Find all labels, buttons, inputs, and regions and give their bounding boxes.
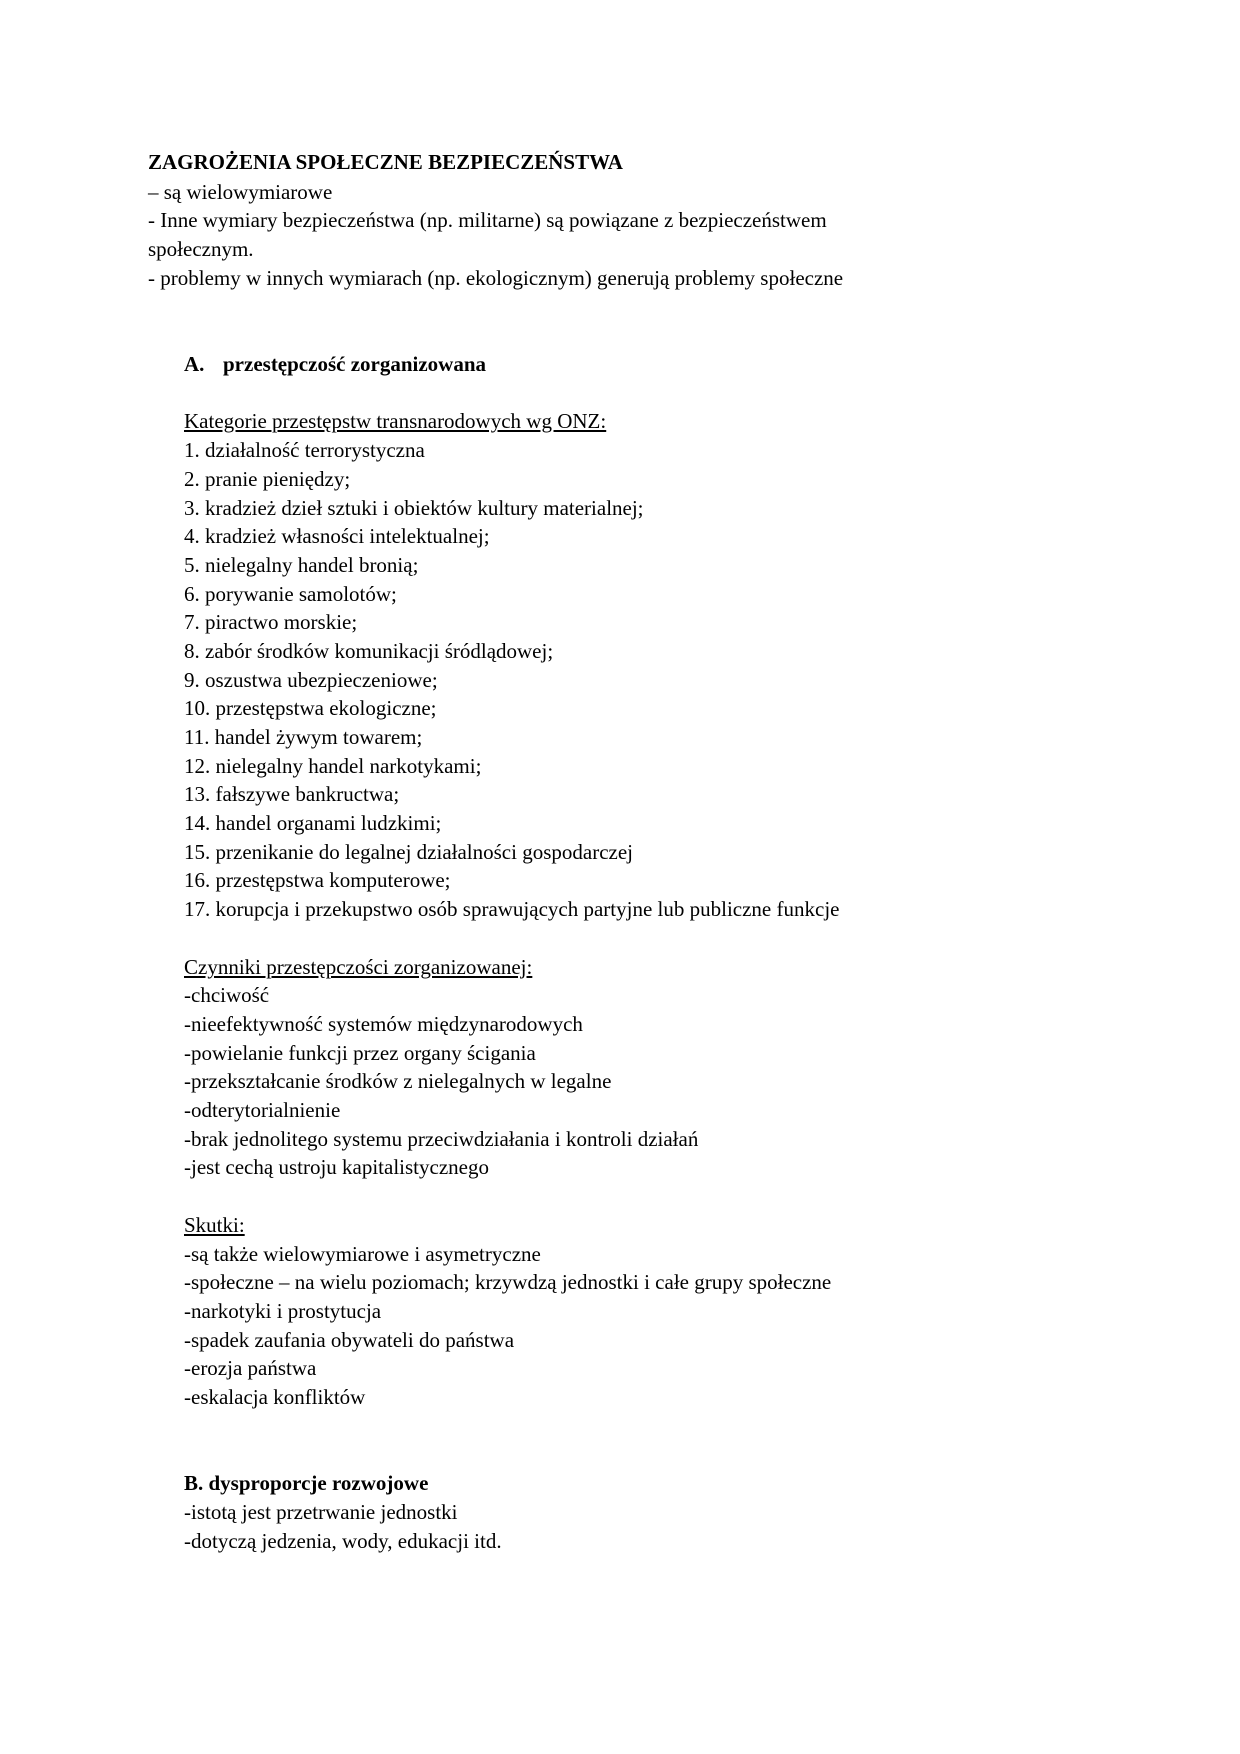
list-item: -chciwość: [184, 983, 270, 1007]
list-item: -są także wielowymiarowe i asymetryczne: [184, 1242, 541, 1266]
intro-line: – są wielowymiarowe: [148, 180, 333, 204]
list-item: -dotyczą jedzenia, wody, edukacji itd.: [184, 1529, 502, 1553]
list-item: -przekształcanie środków z nielegalnych w legalne: [184, 1069, 612, 1093]
list-item: 16. przestępstwa komputerowe;: [184, 868, 451, 892]
intro-line: - problemy w innych wymiarach (np. ekologicznym) generują problemy społeczne: [148, 266, 844, 290]
list-item: 15. przenikanie do legalnej działalności gospodarczej: [184, 840, 633, 864]
list-item: -brak jednolitego systemu przeciwdziałania i kontroli działań: [184, 1127, 699, 1151]
factors-title: Czynniki przestępczości zorganizowanej:: [184, 955, 533, 979]
list-item: -jest cechą ustroju kapitalistycznego: [184, 1155, 489, 1179]
intro-line: społecznym.: [148, 237, 254, 261]
list-item: 8. zabór środków komunikacji śródlądowej;: [184, 639, 554, 663]
list-item: -erozja państwa: [184, 1356, 317, 1380]
list-item: -powielanie funkcji przez organy ścigania: [184, 1041, 536, 1065]
section-a-heading: przestępczość zorganizowana: [223, 352, 487, 376]
list-item: 12. nielegalny handel narkotykami;: [184, 754, 482, 778]
list-item: 11. handel żywym towarem;: [184, 725, 423, 749]
list-item: 2. pranie pieniędzy;: [184, 467, 351, 491]
list-item: 5. nielegalny handel bronią;: [184, 553, 419, 577]
list-item: 7. piractwo morskie;: [184, 610, 358, 634]
list-item: 10. przestępstwa ekologiczne;: [184, 696, 437, 720]
list-item: 14. handel organami ludzkimi;: [184, 811, 442, 835]
section-b-heading: B. dysproporcje rozwojowe: [184, 1471, 429, 1495]
list-item: 9. oszustwa ubezpieczeniowe;: [184, 668, 438, 692]
list-item: -spadek zaufania obywateli do państwa: [184, 1328, 515, 1352]
list-item: -społeczne – na wielu poziomach; krzywdzą jednostki i całe grupy społeczne: [184, 1270, 832, 1294]
list-item: 13. fałszywe bankructwa;: [184, 782, 400, 806]
list-item: -narkotyki i prostytucja: [184, 1299, 382, 1323]
list-item: 6. porywanie samolotów;: [184, 582, 397, 606]
list-item: -odterytorialnienie: [184, 1098, 341, 1122]
categories-title: Kategorie przestępstw transnarodowych wg ONZ:: [184, 409, 607, 433]
list-item: -istotą jest przetrwanie jednostki: [184, 1500, 458, 1524]
intro-line: - Inne wymiary bezpieczeństwa (np. militarne) są powiązane z bezpieczeństwem: [148, 208, 827, 232]
effects-title: Skutki:: [184, 1213, 245, 1237]
list-item: 17. korupcja i przekupstwo osób sprawujących partyjne lub publiczne funkcje: [184, 897, 840, 921]
list-item: 4. kradzież własności intelektualnej;: [184, 524, 490, 548]
list-item: 3. kradzież dzieł sztuki i obiektów kultury materialnej;: [184, 496, 644, 520]
list-item: 1. działalność terrorystyczna: [184, 438, 425, 462]
section-a-letter: A.: [184, 352, 205, 376]
document-title: ZAGROŻENIA SPOŁECZNE BEZPIECZEŃSTWA: [148, 150, 623, 174]
list-item: -eskalacja konfliktów: [184, 1385, 366, 1409]
list-item: -nieefektywność systemów międzynarodowych: [184, 1012, 583, 1036]
